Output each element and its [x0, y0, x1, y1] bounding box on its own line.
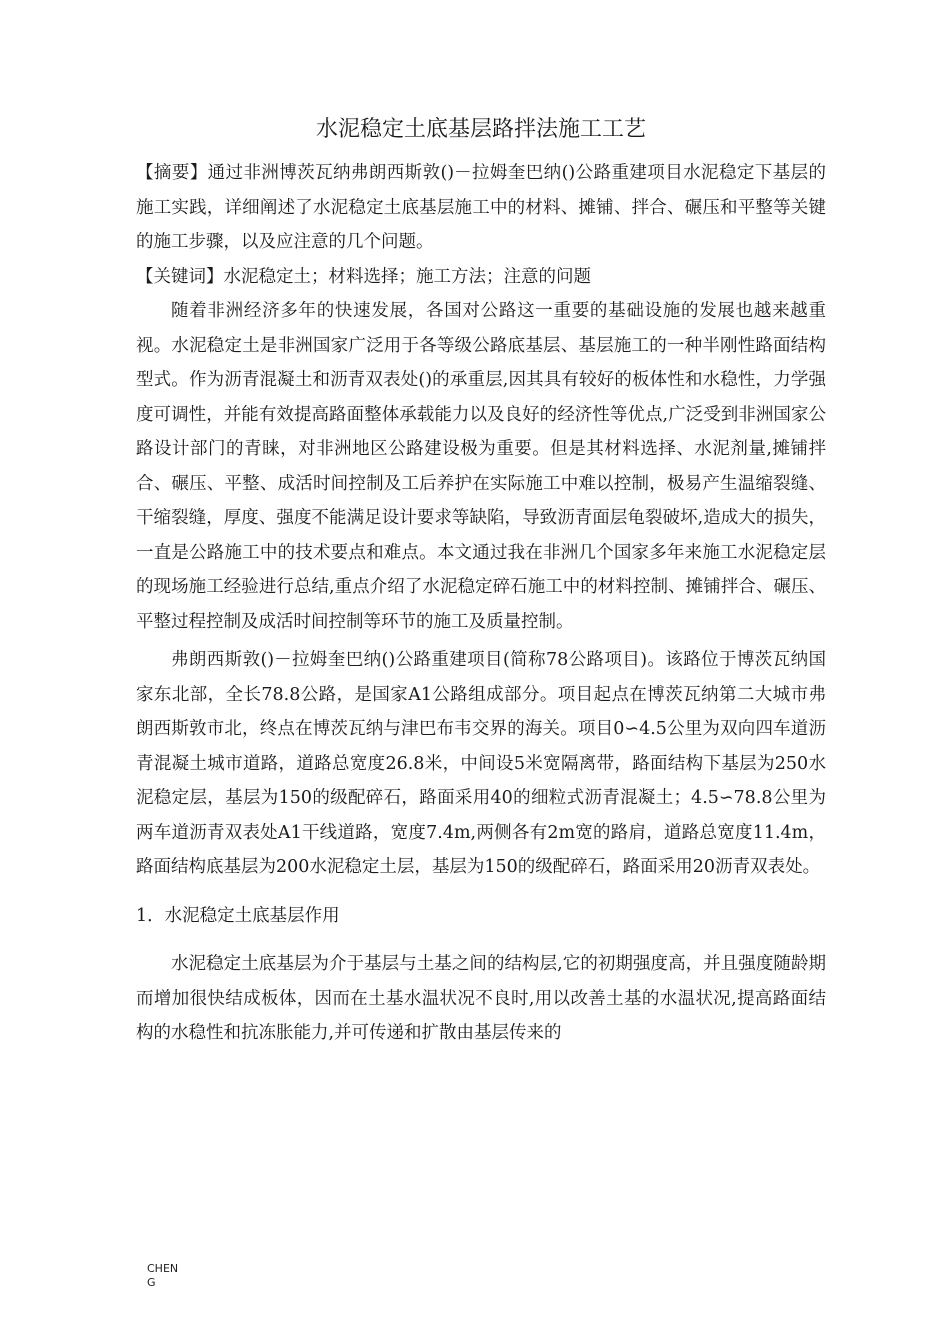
abstract-paragraph: 【摘要】通过非洲博茨瓦纳弗朗西斯敦()－拉姆奎巴纳()公路重建项目水泥稳定下基层的施工实践，详细阐述了水泥稳定土底基层施工中的材料、摊铺、拌合、碾压和平整等关键的施工步骤，以及应注意的几个问题。: [136, 163, 826, 252]
section-1-heading: 1．水泥稳定土底基层作用: [136, 905, 340, 926]
keywords-paragraph: 【关键词】水泥稳定土；材料选择；施工方法；注意的问题: [136, 266, 591, 287]
footer-mark: CHENG: [147, 1262, 179, 1289]
section-1-paragraph: 水泥稳定土底基层为介于基层与土基之间的结构层,它的初期强度高，并且强度随龄期而增加很快结成板体，因而在土基水温状况不良时,用以改善土基的水温状况,提高路面结构的水稳性和抗冻胀能力,并可传递和扩散由基层传来的: [136, 954, 826, 1043]
intro-paragraph-1: 随着非洲经济多年的快速发展，各国对公路这一重要的基础设施的发展也越来越重视。水泥稳定土是非洲国家广泛用于各等级公路底基层、基层施工的一种半刚性路面结构型式。作为沥青混凝土和沥青双表处()的承重层,因其具有较好的板体性和水稳性，力学强度可调性，并能有效提高路面整体承载能力以及良好的经济性等优点,广泛受到非洲国家公路设计部门的青睐，对非洲地区公路建设极为重要。但是其材料选择、水泥剂量,摊铺拌合、碾压、平整、成活时间控制及工后养护在实际施工中难以控制，极易产生温缩裂缝、干缩裂缝，厚度、强度不能满足设计要求等缺陷，导致沥青面层龟裂破坏,造成大的损失，一直是公路施工中的技术要点和难点。本文通过我在非洲几个国家多年来施工水泥稳定层的现场施工经验进行总结,重点介绍了水泥稳定碎石施工中的材料控制、摊铺拌合、碾压、平整过程控制及成活时间控制等环节的施工及质量控制。: [136, 301, 826, 632]
document-title: 水泥稳定土底基层路拌法施工工艺: [315, 117, 646, 142]
document-body: [136, 110, 826, 1051]
intro-paragraph-2: 弗朗西斯敦()－拉姆奎巴纳()公路重建项目(简称78公路项目)。该路位于博茨瓦纳国家东北部，全长78.8公路，是国家A1公路组成部分。项目起点在博茨瓦纳第二大城市弗朗西斯敦市北，终点在博茨瓦纳与津巴布韦交界的海关。项目0∽4.5公里为双向四车道沥青混凝土城市道路，道路总宽度26.8米，中间设5米宽隔离带，路面结构下基层为250水泥稳定层，基层为150的级配碎石，路面采用40的细粒式沥青混凝土；4.5∽78.8公里为两车道沥青双表处A1干线道路，宽度7.4m,两侧各有2m宽的路肩，道路总宽度11.4m，路面结构底基层为200水泥稳定土层，基层为150的级配碎石，路面采用20沥青双表处。: [136, 650, 826, 877]
